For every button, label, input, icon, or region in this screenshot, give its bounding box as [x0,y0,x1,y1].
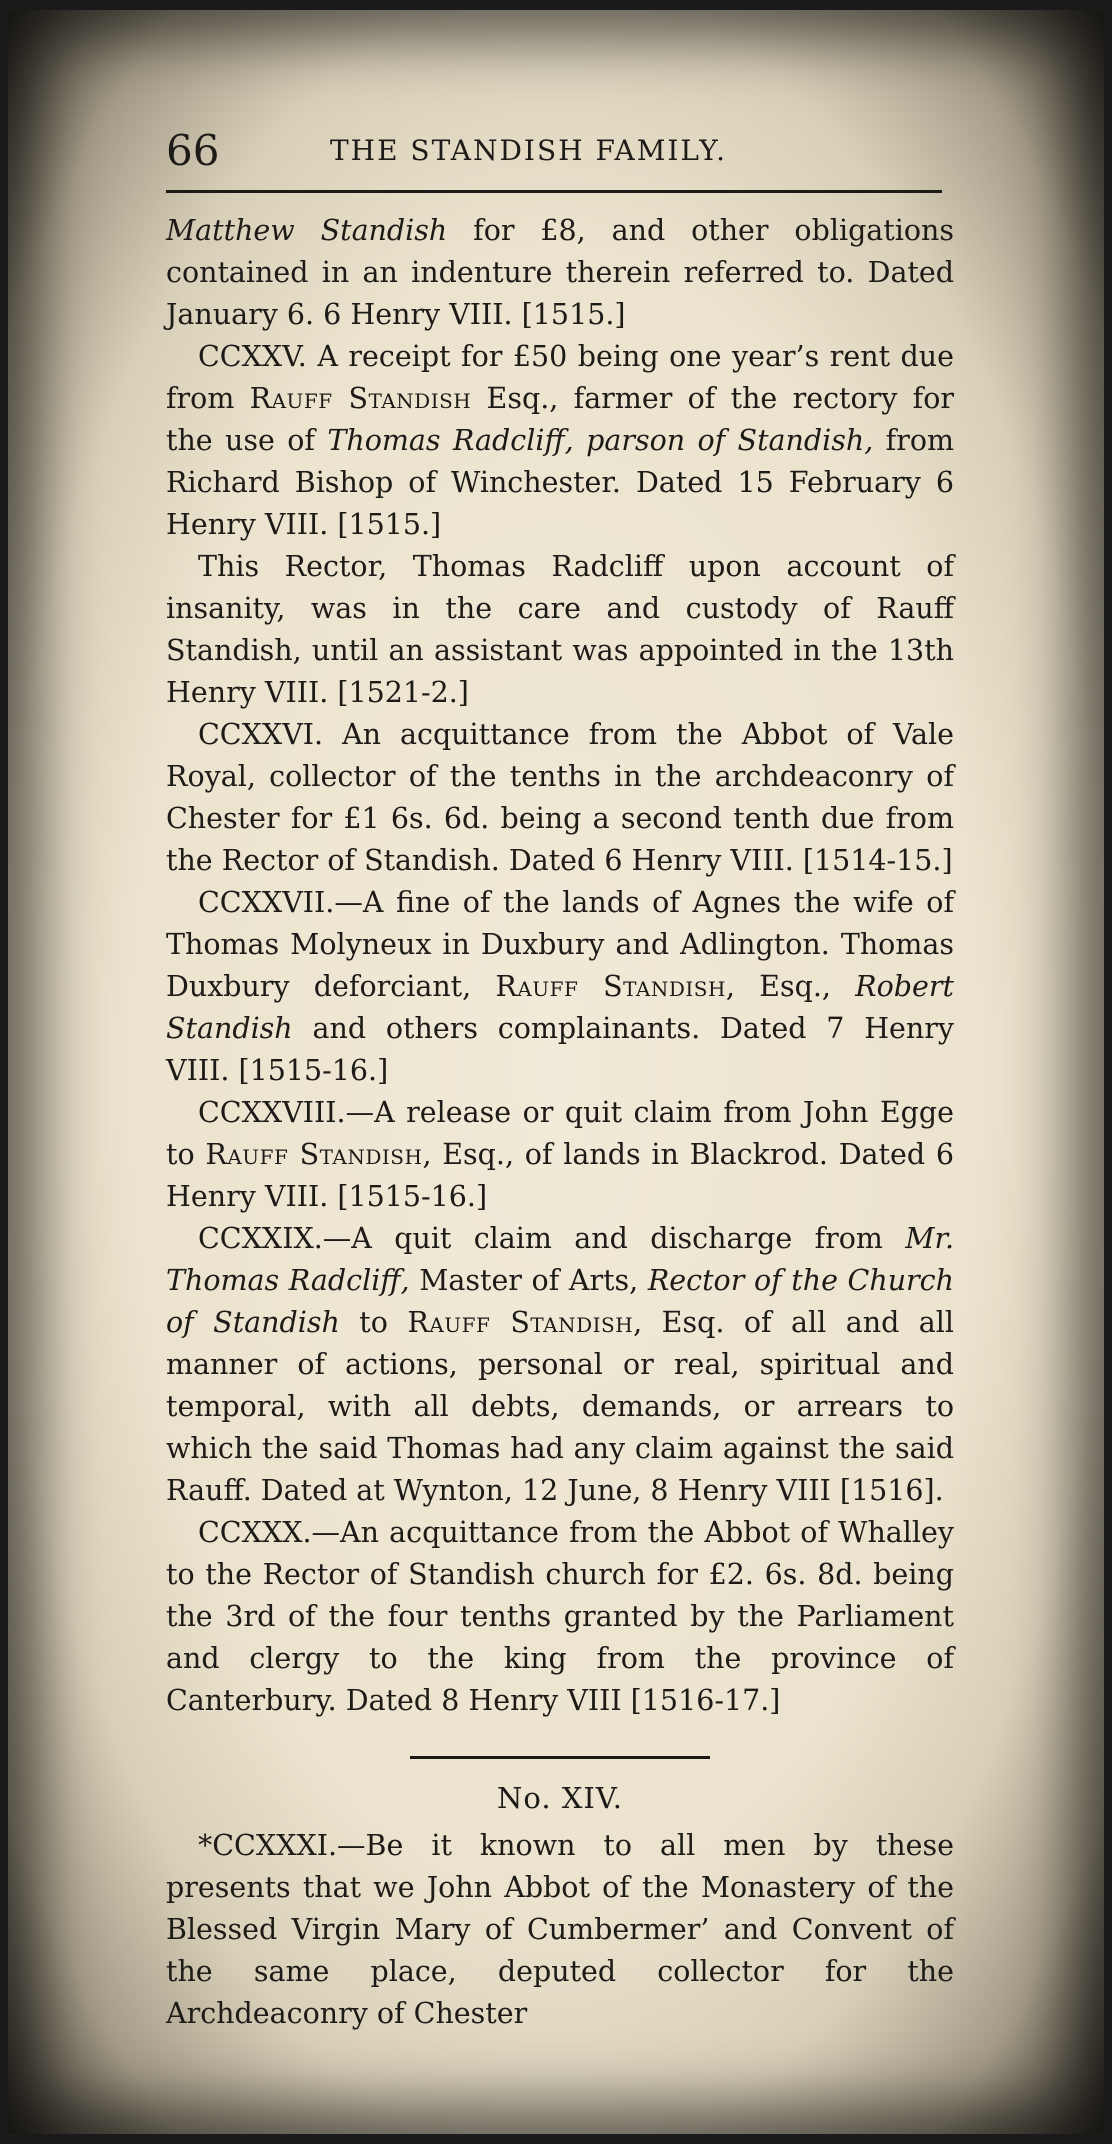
entry-ccxxx [166,1512,954,1722]
paragraph-continuation [166,210,954,336]
text-run: CCXXIX.—A quit claim and discharge from [198,1222,906,1255]
text-run: CCXXVIII.—A release or quit claim from John Egge to [166,1096,954,1171]
italic-name: Robert Standish [166,970,954,1045]
text-run: CCXXV. A receipt for £50 being one year’s rent due from [166,340,954,415]
running-title: THE STANDISH FAMILY. [330,134,728,167]
entry-ccxxix [166,1218,954,1512]
text-run: CCXXVII.—A fine of the lands of Agnes the wife of Thomas Molyneux in Duxbury and Adlington. Thomas Duxbury deforciant, [166,886,954,1003]
text-run: , Esq., [725,970,856,1003]
page-number: 66 [166,126,220,175]
text-run: CCXXVI. An acquittance from the Abbot of Vale Royal, collector of the tenths in the archdeaconry of Chester for £1 6s. 6d. being a second tenth due from the Rector of Standish. Dated 6 Henry VIII. [1514-15.] [166,718,954,877]
section-title: No. XIV. [497,1781,623,1815]
text-run: from Richard Bishop of Winchester. Dated 15 February 6 Henry VIII. [1515.] [166,424,955,541]
small-caps-name: Rauff Standish [407,1306,634,1339]
italic-name: Mr. Thomas Radcliff, [166,1222,954,1297]
page-body [166,210,954,2035]
entry-ccxxviii [166,1092,954,1218]
page-header [158,118,978,178]
header-rule [166,190,942,193]
entry-ccxxvi [166,714,954,882]
small-caps-name: Rauff Standish [205,1138,423,1171]
italic-name: Matthew Standish [166,214,448,247]
text-run: , Esq. of all and all manner of actions, personal or real, spiritual and temporal, with all debts, demands, or arrears to which the said Thomas had any claim against the said Rauff. Dated at Wynton, 12 June, 8 Henry VIII [1516]. [166,1306,954,1507]
small-caps-name: Rauff Standish [249,382,472,415]
italic-name: Thomas Radcliff, parson of Standish, [327,424,874,457]
section-divider [410,1756,710,1759]
text-run: Master of Arts, [409,1264,648,1297]
text-run: CCXXX.—An acquittance from the Abbot of Whalley to the Rector of Standish church for £2. 6s. 8d. being the 3rd of the four tenths granted by the Parliament and clergy to the king from the province of Canterbury. Dated 8 Henry VIII [1516-17.] [166,1516,954,1717]
small-caps-name: Rauff Standish [495,970,726,1003]
text-run: This Rector, Thomas Radcliff upon account of insanity, was in the care and custody of Rauff Standish, until an assistant was appointed in the 13th Henry VIII. [1521-2.] [166,550,954,709]
entry-ccxxv [166,336,954,546]
rector-note [166,546,954,714]
text-run: to [339,1306,408,1339]
text-run: Esq., farmer of the rectory for the use of [166,382,954,457]
entry-ccxxvii [166,882,954,1092]
italic-name: Rector of the Church of Standish [166,1264,955,1339]
text-run: , Esq., of lands in Blackrod. Dated 6 Henry VIII. [1515-16.] [166,1138,954,1213]
text-run: and others complainants. Dated 7 Henry VIII. [1515-16.] [166,1012,954,1087]
book-page [158,118,978,2030]
entry-ccxxxi [166,1825,954,2035]
scanned-page-frame [8,10,1104,2134]
text-run: for £8, and other obligations contained in an indenture therein referred to. Dated January 6. 6 Henry VIII. [1515.] [166,214,955,331]
text-run: *CCXXXI.—Be it known to all men by these presents that we John Abbot of the Monastery of the Blessed Virgin Mary of Cumbermer’ and Convent of the same place, deputed collector for the Archdeaconry of Chester [166,1829,954,2030]
